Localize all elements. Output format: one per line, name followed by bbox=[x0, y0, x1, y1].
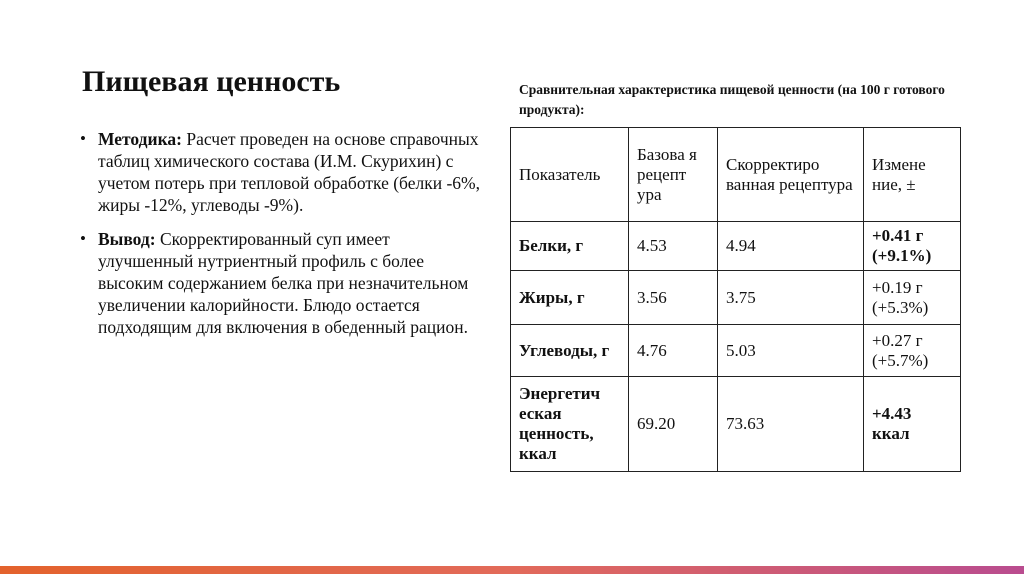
cell-corrected: 4.94 bbox=[718, 222, 864, 271]
row-label: Жиры, г bbox=[511, 271, 629, 325]
table-row bbox=[511, 222, 961, 271]
bottom-accent-bar bbox=[0, 566, 1024, 574]
table-caption: Сравнительная характеристика пищевой ценности (на 100 г готового продукта): bbox=[519, 82, 945, 117]
nutrition-table bbox=[510, 127, 961, 472]
row-label: Энергетич еская ценность, ккал bbox=[511, 377, 629, 472]
table-header-row bbox=[511, 128, 961, 222]
header-change: Измене ние, ± bbox=[864, 128, 961, 222]
row-label: Углеводы, г bbox=[511, 325, 629, 377]
cell-corrected: 5.03 bbox=[718, 325, 864, 377]
bullet-list bbox=[80, 128, 480, 350]
cell-change: +0.19 г (+5.3%) bbox=[864, 271, 961, 325]
bullet-method-label: Методика: bbox=[98, 129, 182, 149]
header-indicator: Показатель bbox=[511, 128, 629, 222]
cell-change: +0.27 г (+5.7%) bbox=[864, 325, 961, 377]
bullet-conclusion bbox=[80, 228, 480, 338]
bullet-conclusion-label: Вывод: bbox=[98, 229, 156, 249]
cell-base: 4.53 bbox=[629, 222, 718, 271]
cell-change: +0.41 г (+9.1%) bbox=[864, 222, 961, 271]
cell-base: 4.76 bbox=[629, 325, 718, 377]
header-base-recipe: Базова я рецепт ура bbox=[629, 128, 718, 222]
bullet-method-text: Расчет проведен на основе справочных таблиц химического состава (И.М. Скурихин) с учетом потерь при тепловой обработке (белки -6%, жиры -12%, углеводы -9%). bbox=[98, 129, 480, 215]
cell-change: +4.43 ккал bbox=[864, 377, 961, 472]
table-row bbox=[511, 377, 961, 472]
cell-corrected: 3.75 bbox=[718, 271, 864, 325]
row-label: Белки, г bbox=[511, 222, 629, 271]
table-row bbox=[511, 325, 961, 377]
slide-title: Пищевая ценность bbox=[82, 65, 341, 98]
cell-corrected: 73.63 bbox=[718, 377, 864, 472]
table-row bbox=[511, 271, 961, 325]
bullet-method bbox=[80, 128, 480, 216]
cell-base: 3.56 bbox=[629, 271, 718, 325]
header-corrected-recipe: Скорректиро ванная рецептура bbox=[718, 128, 864, 222]
bullet-conclusion-text: Скорректированный суп имеет улучшенный нутриентный профиль с более высоким содержанием белка при незначительном увеличении калорийности. Блюдо остается подходящим для включения в обеденный рацион. bbox=[98, 229, 469, 337]
cell-base: 69.20 bbox=[629, 377, 718, 472]
